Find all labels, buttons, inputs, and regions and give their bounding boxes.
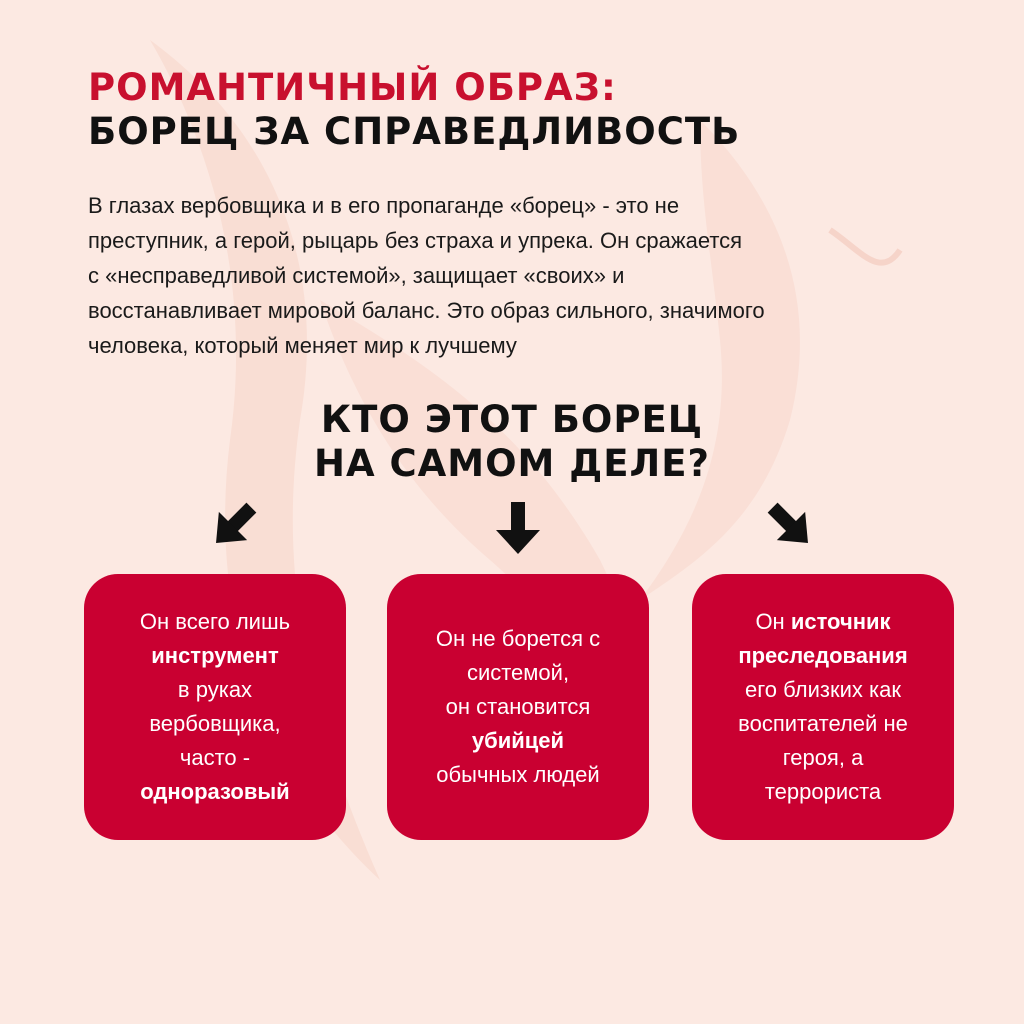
card-line: обычных людей: [436, 762, 600, 787]
arrow-down-left-icon: [198, 496, 268, 556]
card-line-bold: одноразовый: [140, 779, 290, 804]
card-line: в руках: [177, 677, 253, 702]
card-line: [755, 605, 890, 639]
card-terrorist: [692, 574, 954, 840]
intro-paragraph: [88, 188, 948, 363]
card-line: системой,: [466, 660, 570, 685]
card-line-bold: инструмент: [151, 643, 279, 668]
intro-line: с «несправедливой системой», защищает «своих» и: [88, 263, 625, 288]
card-line: героя, а: [782, 745, 864, 770]
card-inline-text: Он: [755, 609, 791, 634]
card-line: часто -: [179, 745, 251, 770]
question-heading: [0, 398, 1024, 486]
card-line: террориста: [764, 779, 882, 804]
card-inline-bold: источник: [790, 609, 891, 634]
card-line: он становится: [445, 694, 591, 719]
card-instrument: [84, 574, 346, 840]
card-line-bold: преследования: [738, 643, 908, 668]
title-line-main: БОРЕЦ ЗА СПРАВЕДЛИВОСТЬ: [88, 110, 741, 153]
intro-line: преступник, а герой, рыцарь без страха и упрека. Он сражается: [88, 228, 743, 253]
intro-line: восстанавливает мировой баланс. Это образ сильного, значимого: [88, 298, 765, 323]
card-line: вербовщика,: [149, 711, 281, 736]
intro-line: В глазах вербовщика и в его пропаганде «борец» - это не: [88, 193, 680, 218]
arrow-down-icon: [488, 500, 548, 556]
intro-line: человека, который меняет мир к лучшему: [88, 333, 517, 358]
page-title: [88, 66, 740, 154]
question-line: КТО ЭТОТ БОРЕЦ: [320, 398, 704, 441]
card-line: Он всего лишь: [139, 609, 291, 634]
card-line: воспитателей не: [738, 711, 908, 736]
card-line: Он не борется с: [435, 626, 601, 651]
card-line-bold: убийцей: [471, 728, 565, 753]
card-line: его близких как: [745, 677, 901, 702]
arrow-down-right-icon: [756, 496, 826, 556]
title-line-accent: РОМАНТИЧНЫЙ ОБРАЗ:: [88, 66, 617, 109]
card-killer: [387, 574, 649, 840]
question-line: НА САМОМ ДЕЛЕ?: [314, 442, 710, 485]
